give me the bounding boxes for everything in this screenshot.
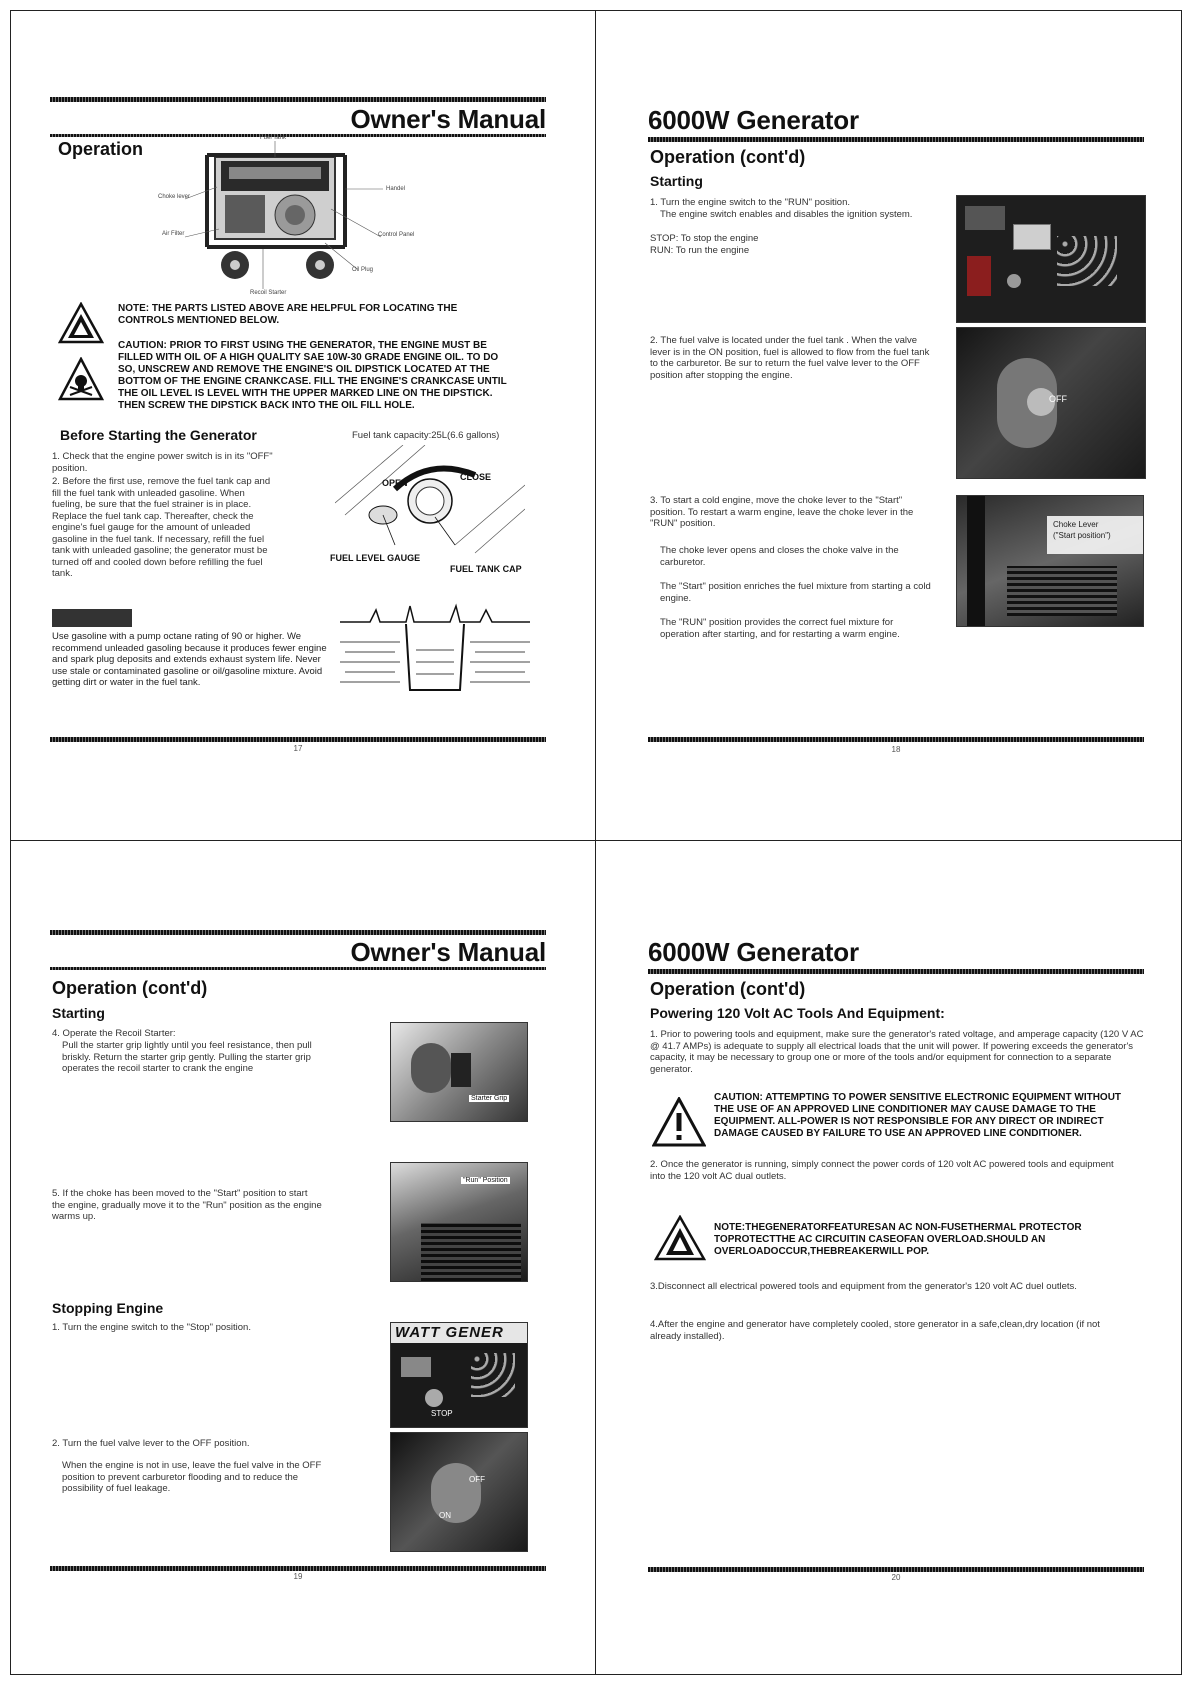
warning-icon	[58, 302, 104, 344]
page-20	[648, 937, 1144, 1597]
section-heading: Operation	[58, 139, 144, 159]
gasoline-note: Use gasoline with a pump octane rating of 90 or higher. We recommend unleaded gasoling because it produces fewer engine and spark plug deposits and extends exhaust system life. Never use stale or contaminated gasoline or oil/gasoline mixture. Avoid getting dirt or water in the fuel tank.	[52, 631, 327, 688]
label-recoil-starter: Recoil Starter	[250, 290, 287, 296]
label-air-filter: Air Filter	[162, 231, 185, 237]
step-4-line-2: Pull the starter grip lightly until you feel resistance, then pull briskly. Return the starter grip gently. Pulling the starter grip operates the recoil starter to crank the engine	[62, 1040, 312, 1074]
subheading-before-starting: Before Starting the Generator	[60, 427, 257, 443]
page-title: Owner's Manual	[350, 937, 546, 967]
step-2: 2. Before the first use, remove the fuel tank cap and fill the fuel tank with unleaded gasoline. When fueling, be sure that the fuel strainer is in place. Replace the fuel tank cap. Thereafter, check the engine's fuel gauge for the amount of unleaded gasoline in the fuel tank. If necessary, refill the fuel tank with unleaded gasoline; the generator must be turned off and cooled down before refilling the fuel tank.	[52, 476, 271, 579]
label-handel: Handel	[386, 186, 406, 192]
warning-icon	[652, 1097, 706, 1147]
step-1: 1. Check that the engine power switch is in its "OFF" position.	[52, 451, 273, 474]
top-rule	[50, 930, 546, 935]
step-4-line-1: 4. Operate the Recoil Starter:	[52, 1028, 176, 1039]
stop-step-1: 1. Turn the engine switch to the "Stop" position.	[52, 1322, 251, 1333]
fig-label-gauge: FUEL LEVEL GAUGE	[330, 553, 421, 563]
page-number: 17	[293, 744, 303, 753]
section-heading: Operation (cont'd)	[52, 978, 208, 998]
bottom-rule	[648, 1567, 1144, 1572]
page-number: 19	[293, 1572, 303, 1581]
fuel-valve-photo	[956, 327, 1146, 479]
stop-label: STOP	[431, 1409, 453, 1418]
note-text: NOTE:THEGENERATORFEATURESAN AC NON-FUSETHERMAL PROTECTOR TOPROTECTTHE AC CIRCUITIN CASEOFAN OVERLOAD.SHOULD AN OVERLOADOCCUR,THEBREAKERWILL POP.	[714, 1222, 1082, 1257]
label-oil-plug: Oil Plug	[352, 267, 374, 273]
bottom-rule	[648, 737, 1144, 742]
fig-label-open: OPEN	[382, 478, 408, 488]
note-text: NOTE: THE PARTS LISTED ABOVE ARE HELPFUL FOR LOCATING THE CONTROLS MENTIONED BELOW.	[118, 303, 458, 326]
step-1-line-3: STOP: To stop the engine	[650, 233, 759, 244]
choke-lever-photo	[956, 495, 1144, 627]
step-5: 5. If the choke has been moved to the "Start" position to start the engine, gradually move it to the "Run" position as the engine warms up.	[52, 1188, 322, 1222]
step-2: 2. Once the generator is running, simply connect the power cords of 120 volt AC powered tools and equipment into the 120 volt AC dual outlets.	[650, 1159, 1114, 1182]
vertical-divider	[595, 10, 596, 1675]
page-number: 20	[891, 1573, 901, 1582]
subheading-stopping-engine: Stopping Engine	[52, 1300, 164, 1316]
page-18	[648, 105, 1144, 765]
run-position-label: "Run" Position	[463, 1177, 508, 1184]
note-warning-icon	[654, 1215, 706, 1261]
run-position-photo	[390, 1162, 528, 1282]
section-heading: Operation (cont'd)	[650, 979, 806, 999]
fuel-tank-cross-section	[340, 602, 530, 702]
fuel-valve-off-photo	[390, 1432, 528, 1552]
stop-switch-photo	[390, 1322, 528, 1428]
choke-label-2: ("Start position")	[1053, 531, 1111, 540]
notice-bar	[52, 609, 132, 627]
step-3: 3.Disconnect all electrical powered tools and equipment from the generator's 120 volt AC duel outlets.	[650, 1281, 1077, 1292]
generator-illustration	[155, 137, 445, 295]
title-rule	[648, 137, 1144, 142]
banner-text: WATT GENER	[395, 1324, 504, 1341]
starter-grip-label: Starter Grip	[471, 1095, 508, 1102]
skull-warning-icon	[58, 357, 104, 401]
label-control-panel: Control Panel	[378, 232, 415, 238]
step-2: 2. The fuel valve is located under the fuel tank . When the valve lever is in the ON position, fuel is allowed to flow from the fuel tank to the carburetor. Be sur to return the fuel valve lever to the OFF position after stopping the engine.	[650, 335, 930, 381]
page-number: 18	[891, 745, 901, 754]
fig-label-close: CLOSE	[460, 472, 492, 482]
stop-step-2: 2. Turn the fuel valve lever to the OFF position.	[52, 1438, 250, 1449]
stop-step-2-para: When the engine is not in use, leave the fuel valve in the OFF position to prevent carburetor flooding and to reduce the possibility of fuel leakage.	[62, 1460, 322, 1494]
choke-label-1: Choke Lever	[1053, 520, 1099, 529]
page-19	[50, 930, 546, 1590]
fuel-cap-illustration	[335, 445, 525, 555]
fig-label-cap: FUEL TANK CAP	[450, 564, 522, 574]
step-1: 1. Prior to powering tools and equipment, make sure the generator's rated voltage, and amperage capacity (120 V AC @ 41.7 AMPs) is adequate to supply all electrical loads that the unit will power. If powering exceeds the generator's capacity, it may be necessary to group one or more of the tools and/or equipment for connection to a separate generator.	[650, 1029, 1144, 1075]
page-17	[50, 97, 546, 757]
subheading-starting: Starting	[52, 1005, 105, 1021]
fuel-capacity: Fuel tank capacity:25L(6.6 gallons)	[352, 430, 500, 441]
title-rule	[648, 969, 1144, 974]
step-3-para-4: The "RUN" position provides the correct fuel mixture for operation after starting, and for restarting a warm engine.	[660, 617, 900, 640]
step-1-line-4: RUN: To run the engine	[650, 245, 750, 256]
off-label: OFF	[469, 1475, 485, 1484]
section-heading: Operation (cont'd)	[650, 147, 806, 167]
subheading-starting: Starting	[650, 173, 703, 189]
step-3: 3. To start a cold engine, move the choke lever to the "Start" position. To restart a warm engine, leave the choke lever in the "RUN" position.	[650, 495, 914, 529]
top-rule	[50, 97, 546, 102]
recoil-starter-photo	[390, 1022, 528, 1122]
off-label: OFF	[1049, 394, 1067, 404]
page-title: Owner's Manual	[350, 104, 546, 134]
bottom-rule	[50, 1566, 546, 1571]
label-fuel-tank: Fuel Tank	[260, 135, 286, 141]
bottom-rule	[50, 737, 546, 742]
label-choke-lever: Choke lever	[158, 194, 191, 200]
page-title: 6000W Generator	[648, 937, 859, 967]
caution-text: CAUTION: ATTEMPTING TO POWER SENSITIVE ELECTRONIC EQUIPMENT WITHOUT THE USE OF AN APPROVED LINE CONDITIONER MAY CAUSE DAMAGE TO THE EQUIPMENT. ALL-POWER IS NOT RESPONSIBLE FOR ANY DIRECT OR INDIRECT DAMAGE CAUSED BY FAILURE TO USE AN APPROVED LINE CONDITIONER.	[714, 1092, 1122, 1139]
on-label: ON	[439, 1511, 451, 1520]
caution-text: CAUTION: PRIOR TO FIRST USING THE GENERATOR, THE ENGINE MUST BE FILLED WITH OIL OF A HIGH QUALITY SAE 10W-30 GRADE ENGINE OIL. TO DO SO, UNSCREW AND REMOVE THE ENGINE'S OIL DIPSTICK LOCATED AT THE BOTTOM OF THE ENGINE CRANKCASE. FILL THE ENGINE'S CRANKCASE UNTIL THE OIL LEVEL IS LEVEL WITH THE UPPER MARKED LINE ON THE DIPSTICK. THEN SCREW THE DIPSTICK BACK INTO THE OIL FILL HOLE.	[118, 340, 507, 411]
page-title: 6000W Generator	[648, 105, 859, 135]
step-1-line-1: 1. Turn the engine switch to the "RUN" position.	[650, 197, 851, 208]
subheading-powering: Powering 120 Volt AC Tools And Equipment:	[650, 1005, 945, 1021]
control-panel-photo	[956, 195, 1146, 323]
step-1-line-2: The engine switch enables and disables the ignition system.	[660, 209, 913, 220]
step-4: 4.After the engine and generator have completely cooled, store generator in a safe,clean,dry location (if not already installed).	[650, 1319, 1100, 1342]
step-3-para-3: The "Start" position enriches the fuel mixture from starting a cold engine.	[660, 581, 931, 604]
horizontal-divider	[10, 840, 1182, 841]
step-3-para-2: The choke lever opens and closes the choke valve in the carburetor.	[660, 545, 899, 568]
title-rule	[50, 967, 546, 970]
